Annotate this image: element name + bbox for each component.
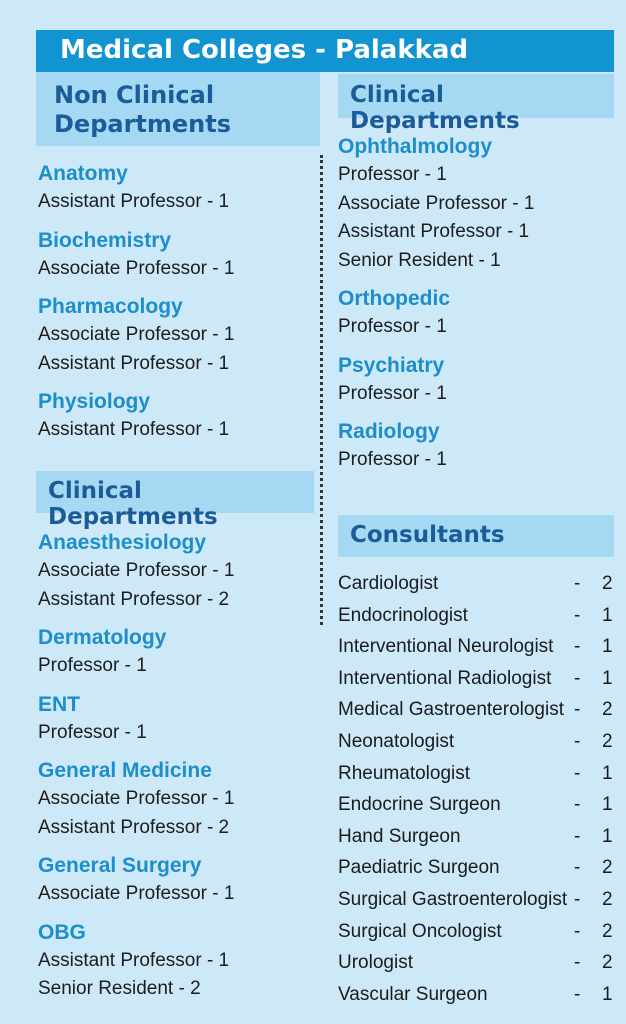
post-line: Assistant Professor - 2 xyxy=(38,816,230,838)
consultant-name: Neonatologist xyxy=(338,730,455,752)
department-name: Biochemistry xyxy=(38,228,172,252)
consultant-separator: - xyxy=(574,699,581,721)
consultant-separator: - xyxy=(574,573,581,594)
department-name: Physiology xyxy=(38,390,151,413)
consultant-count: 2 xyxy=(602,573,613,594)
post-line: Associate Professor - 1 xyxy=(38,560,235,581)
consultant-name: Cardiologist xyxy=(338,573,439,594)
consultant-row xyxy=(338,726,618,758)
department-block xyxy=(38,852,318,909)
department-block xyxy=(38,160,318,217)
department-block xyxy=(38,757,318,842)
department-name: Dermatology xyxy=(38,626,167,649)
department-name: General Surgery xyxy=(38,854,202,877)
post-line: Senior Resident - 2 xyxy=(38,978,201,999)
consultant-row xyxy=(338,663,618,695)
post-line: Assistant Professor - 1 xyxy=(38,352,230,374)
post-line: Assistant Professor - 2 xyxy=(38,588,230,610)
post-line: Professor - 1 xyxy=(338,449,447,470)
consultant-count: 2 xyxy=(602,857,613,879)
consultant-row xyxy=(338,979,618,1011)
consultant-name: Vascular Surgeon xyxy=(338,983,488,1005)
post-line: Associate Professor - 1 xyxy=(38,883,235,904)
department-name: Radiology xyxy=(338,420,440,443)
post-line: Professor - 1 xyxy=(38,655,147,676)
consultant-row xyxy=(338,821,618,853)
department-name: Pharmacology xyxy=(38,295,183,318)
consultant-count: 2 xyxy=(602,888,613,910)
post-line: Professor - 1 xyxy=(338,316,447,337)
post-line: Associate Professor - 1 xyxy=(38,324,235,345)
department-block xyxy=(338,285,618,342)
department-block xyxy=(338,418,618,475)
clinical-left-list xyxy=(38,529,318,1014)
post-line: Associate Professor - 1 xyxy=(38,788,235,809)
consultant-count: 1 xyxy=(602,636,613,658)
department-block xyxy=(338,133,618,275)
department-name: Orthopedic xyxy=(338,287,451,310)
consultant-separator: - xyxy=(574,794,581,816)
post-line: Associate Professor - 1 xyxy=(338,192,535,214)
consultant-separator: - xyxy=(574,983,581,1005)
department-name: OBG xyxy=(38,920,86,944)
consultant-name: Paediatric Surgeon xyxy=(338,857,500,879)
consultant-separator: - xyxy=(574,636,581,658)
consultant-separator: - xyxy=(574,667,581,689)
non-clinical-heading-line1: Non Clinical xyxy=(54,81,215,109)
department-block xyxy=(38,529,318,614)
column-divider xyxy=(320,155,323,625)
consultant-name: Hand Surgeon xyxy=(338,825,461,847)
consultant-separator: - xyxy=(574,857,581,879)
non-clinical-heading-line2: Departments xyxy=(54,110,232,138)
post-line: Assistant Professor - 1 xyxy=(38,949,230,971)
consultant-separator: - xyxy=(574,920,581,942)
department-name: Anaesthesiology xyxy=(38,531,207,554)
consultant-row xyxy=(338,758,618,790)
consultant-count: 2 xyxy=(602,952,613,974)
consultant-name: Surgical Oncologist xyxy=(338,920,502,942)
post-line: Senior Resident - 1 xyxy=(338,249,501,271)
consultant-row xyxy=(338,631,618,663)
title-banner xyxy=(36,30,614,72)
department-name: General Medicine xyxy=(38,759,212,782)
consultant-separator: - xyxy=(574,604,581,626)
post-line: Associate Professor - 1 xyxy=(38,257,235,279)
clinical-right-list xyxy=(338,133,618,485)
consultant-name: Interventional Neurologist xyxy=(338,636,554,658)
consultant-row xyxy=(338,789,618,821)
post-line: Professor - 1 xyxy=(338,382,447,404)
page-title: Medical Colleges - Palakkad xyxy=(60,35,469,65)
non-clinical-heading xyxy=(36,72,320,146)
consultant-count: 1 xyxy=(602,762,613,784)
post-line: Professor - 1 xyxy=(38,721,147,743)
consultant-count: 2 xyxy=(602,730,613,752)
post-line: Assistant Professor - 1 xyxy=(38,191,230,212)
department-block xyxy=(38,227,318,284)
consultant-row xyxy=(338,947,618,979)
consultant-count: 1 xyxy=(602,983,613,1005)
consultant-row xyxy=(338,600,618,632)
consultant-row xyxy=(338,852,618,884)
consultant-name: Interventional Radiologist xyxy=(338,667,552,689)
consultant-row xyxy=(338,694,618,726)
department-block xyxy=(38,388,318,445)
consultant-count: 2 xyxy=(602,920,613,942)
consultant-name: Medical Gastroenterologist xyxy=(338,699,564,721)
consultant-separator: - xyxy=(574,888,581,910)
consultant-count: 1 xyxy=(602,794,613,816)
department-block xyxy=(338,352,618,409)
consultant-row xyxy=(338,568,618,600)
department-block xyxy=(38,691,318,748)
consultant-count: 1 xyxy=(602,667,613,689)
consultants-list xyxy=(338,568,618,1010)
clinical-left-heading: Clinical Departments xyxy=(36,471,314,513)
department-block xyxy=(38,919,318,1004)
consultant-count: 2 xyxy=(602,699,613,721)
consultant-name: Endocrinologist xyxy=(338,604,468,626)
consultant-count: 1 xyxy=(602,604,613,626)
consultant-separator: - xyxy=(574,730,581,752)
department-name: Ophthalmology xyxy=(338,135,492,158)
post-line: Assistant Professor - 1 xyxy=(338,221,530,242)
clinical-right-heading: Clinical Departments xyxy=(338,74,614,118)
consultant-row xyxy=(338,884,618,916)
post-line: Professor - 1 xyxy=(338,164,447,185)
non-clinical-list xyxy=(38,160,318,455)
consultant-name: Endocrine Surgeon xyxy=(338,794,501,816)
department-name: Anatomy xyxy=(38,162,128,185)
department-name: ENT xyxy=(38,692,80,716)
consultant-row xyxy=(338,916,618,948)
consultant-separator: - xyxy=(574,762,581,784)
consultant-name: Urologist xyxy=(338,952,413,974)
post-line: Assistant Professor - 1 xyxy=(38,419,230,440)
consultant-name: Rheumatologist xyxy=(338,762,471,784)
department-name: Psychiatry xyxy=(338,353,445,377)
consultant-separator: - xyxy=(574,952,581,974)
consultant-count: 1 xyxy=(602,825,613,847)
consultant-separator: - xyxy=(574,825,581,847)
consultants-heading: Consultants xyxy=(338,515,614,557)
consultant-name: Surgical Gastroenterologist xyxy=(338,888,568,910)
department-block xyxy=(38,624,318,681)
department-block xyxy=(38,293,318,378)
